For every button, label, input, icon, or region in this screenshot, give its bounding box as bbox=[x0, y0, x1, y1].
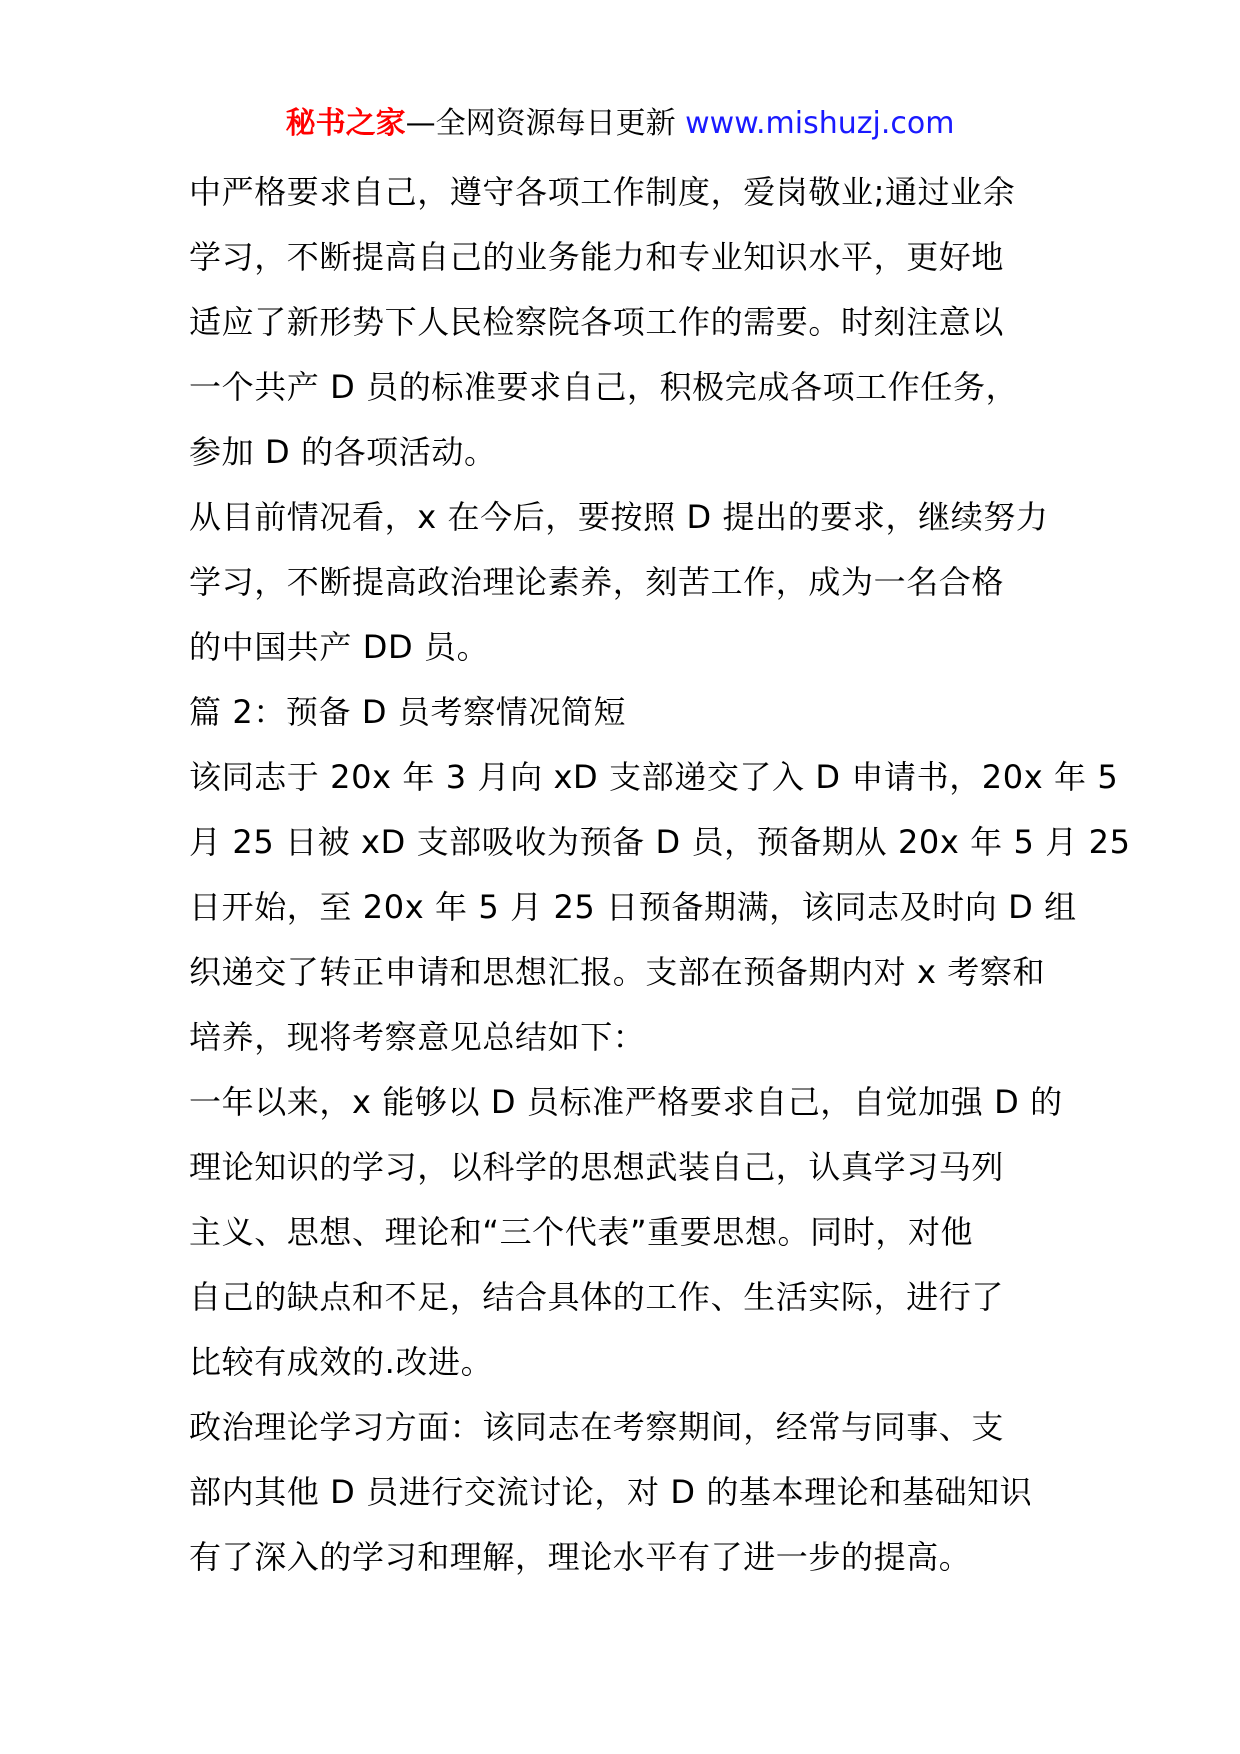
text-line: 日开始，至 20x 年 5 月 25 日预备期满，该同志及时向 D 组 bbox=[189, 888, 1077, 926]
text-line: 主义、思想、理论和“三个代表”重要思想。同时，对他 bbox=[189, 1213, 974, 1251]
text-line: 该同志于 20x 年 3 月向 xD 支部递交了入 D 申请书，20x 年 5 bbox=[189, 758, 1119, 796]
text-line: 培养，现将考察意见总结如下： bbox=[189, 1018, 646, 1056]
text-line: 织递交了转正申请和思想汇报。支部在预备期内对 x 考察和 bbox=[189, 953, 1046, 991]
text-line: 参加 D 的各项活动。 bbox=[189, 433, 497, 471]
text-line: 比较有成效的.改进。 bbox=[189, 1343, 494, 1381]
text-line: 部内其他 D 员进行交流讨论，对 D 的基本理论和基础知识 bbox=[189, 1473, 1033, 1511]
text-line: 理论知识的学习，以科学的思想武装自己，认真学习马列 bbox=[189, 1148, 1005, 1186]
text-line: 中严格要求自己，遵守各项工作制度，爱岗敬业;通过业余 bbox=[189, 173, 1016, 211]
text-line: 学习，不断提高政治理论素养，刻苦工作，成为一名合格 bbox=[189, 563, 1005, 601]
text-line: 月 25 日被 xD 支部吸收为预备 D 员，预备期从 20x 年 5 月 25 bbox=[189, 823, 1131, 861]
text-line: 学习，不断提高自己的业务能力和专业知识水平，更好地 bbox=[189, 238, 1005, 276]
site-url-link[interactable]: www.mishuzj.com bbox=[685, 106, 955, 141]
section-heading: 篇 2：预备 D 员考察情况简短 bbox=[189, 693, 627, 731]
text-line: 的中国共产 DD 员。 bbox=[189, 628, 490, 666]
text-line: 一年以来，x 能够以 D 员标准严格要求自己，自觉加强 D 的 bbox=[189, 1083, 1063, 1121]
text-line: 有了深入的学习和理解，理论水平有了进一步的提高。 bbox=[189, 1538, 972, 1576]
text-line: 从目前情况看，x 在今后，要按照 D 提出的要求，继续努力 bbox=[189, 498, 1049, 536]
text-line: 政治理论学习方面：该同志在考察期间，经常与同事、支 bbox=[189, 1408, 1005, 1446]
text-line: 自己的缺点和不足，结合具体的工作、生活实际，进行了 bbox=[189, 1278, 1005, 1316]
site-header bbox=[0, 104, 1240, 144]
site-tagline: —全网资源每日更新 bbox=[405, 106, 676, 141]
text-line: 一个共产 D 员的标准要求自己，积极完成各项工作任务， bbox=[189, 368, 1019, 406]
document-body bbox=[189, 170, 1131, 1600]
text-line: 适应了新形势下人民检察院各项工作的需要。时刻注意以 bbox=[189, 303, 1005, 341]
site-brand: 秘书之家 bbox=[285, 106, 406, 141]
